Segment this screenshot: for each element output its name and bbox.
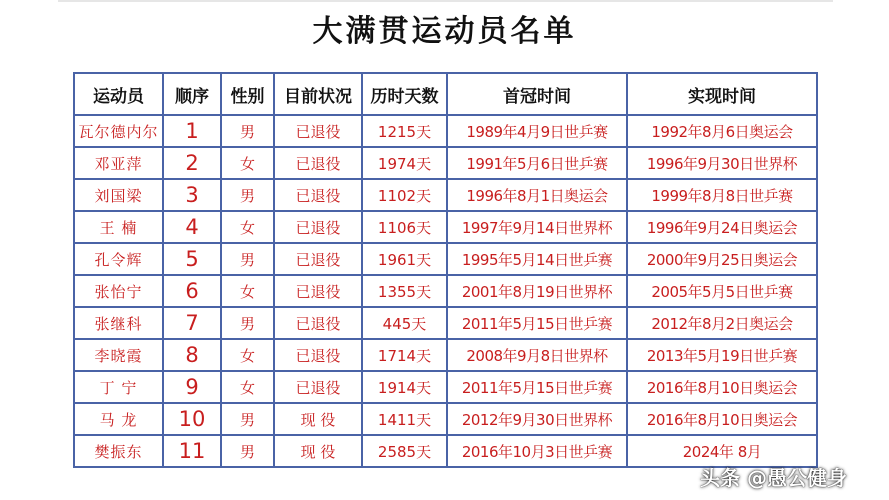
first-title-cell: 2012年9月30日世界杯 — [447, 403, 627, 435]
header-achieved: 实现时间 — [627, 73, 817, 115]
gender-cell: 女 — [221, 371, 274, 403]
order-cell: 7 — [163, 307, 221, 339]
order-cell: 11 — [163, 435, 221, 467]
status-cell: 已退役 — [274, 243, 362, 275]
table-row — [74, 371, 817, 403]
athlete-name-cell: 丁 宁 — [74, 371, 163, 403]
order-cell: 5 — [163, 243, 221, 275]
order-cell: 2 — [163, 147, 221, 179]
first-title-cell: 2001年8月19日世界杯 — [447, 275, 627, 307]
gender-cell: 男 — [221, 179, 274, 211]
table-row — [74, 211, 817, 243]
days-cell: 1106天 — [362, 211, 447, 243]
watermark: 头条 @愚公健身 — [700, 466, 847, 490]
first-title-cell: 1989年4月9日世乒赛 — [447, 115, 627, 147]
days-cell: 1215天 — [362, 115, 447, 147]
header-order: 顺序 — [163, 73, 221, 115]
order-cell: 4 — [163, 211, 221, 243]
first-title-cell: 2016年10月3日世乒赛 — [447, 435, 627, 467]
athlete-name-cell: 邓亚萍 — [74, 147, 163, 179]
gender-cell: 男 — [221, 243, 274, 275]
gender-cell: 男 — [221, 307, 274, 339]
status-cell: 现 役 — [274, 435, 362, 467]
achieved-cell: 2000年9月25日奥运会 — [627, 243, 817, 275]
status-cell: 已退役 — [274, 371, 362, 403]
header-days: 历时天数 — [362, 73, 447, 115]
first-title-cell: 2008年9月8日世界杯 — [447, 339, 627, 371]
order-cell: 6 — [163, 275, 221, 307]
athlete-name-cell: 孔令辉 — [74, 243, 163, 275]
status-cell: 已退役 — [274, 179, 362, 211]
achieved-cell: 1996年9月24日奥运会 — [627, 211, 817, 243]
achieved-cell: 2024年 8月 — [627, 435, 817, 467]
athlete-name-cell: 刘国梁 — [74, 179, 163, 211]
order-cell: 8 — [163, 339, 221, 371]
table-row — [74, 403, 817, 435]
gender-cell: 女 — [221, 147, 274, 179]
page-title: 大满贯运动员名单 — [312, 14, 577, 49]
status-cell: 已退役 — [274, 339, 362, 371]
header-gender: 性别 — [221, 73, 274, 115]
status-cell: 现 役 — [274, 403, 362, 435]
days-cell: 1974天 — [362, 147, 447, 179]
gender-cell: 男 — [221, 435, 274, 467]
order-cell: 9 — [163, 371, 221, 403]
status-cell: 已退役 — [274, 211, 362, 243]
athlete-name-cell: 王 楠 — [74, 211, 163, 243]
days-cell: 1411天 — [362, 403, 447, 435]
achieved-cell: 2016年8月10日奥运会 — [627, 371, 817, 403]
order-cell: 1 — [163, 115, 221, 147]
first-title-cell: 2011年5月15日世乒赛 — [447, 307, 627, 339]
gender-cell: 男 — [221, 115, 274, 147]
athlete-name-cell: 张怡宁 — [74, 275, 163, 307]
header-athlete: 运动员 — [74, 73, 163, 115]
header-status: 目前状况 — [274, 73, 362, 115]
status-cell: 已退役 — [274, 115, 362, 147]
table-row — [74, 115, 817, 147]
first-title-cell: 1996年8月1日奥运会 — [447, 179, 627, 211]
days-cell: 1914天 — [362, 371, 447, 403]
gender-cell: 女 — [221, 275, 274, 307]
athlete-name-cell: 瓦尔德内尔 — [74, 115, 163, 147]
first-title-cell: 2011年5月15日世乒赛 — [447, 371, 627, 403]
athlete-name-cell: 马 龙 — [74, 403, 163, 435]
athlete-name-cell: 张继科 — [74, 307, 163, 339]
achieved-cell: 2016年8月10日奥运会 — [627, 403, 817, 435]
days-cell: 1714天 — [362, 339, 447, 371]
achieved-cell: 2012年8月2日奥运会 — [627, 307, 817, 339]
days-cell: 1355天 — [362, 275, 447, 307]
athlete-name-cell: 李晓霞 — [74, 339, 163, 371]
first-title-cell: 1991年5月6日世乒赛 — [447, 147, 627, 179]
achieved-cell: 2005年5月5日世乒赛 — [627, 275, 817, 307]
days-cell: 445天 — [362, 307, 447, 339]
gender-cell: 女 — [221, 339, 274, 371]
table-header-row — [74, 73, 817, 115]
table-row — [74, 147, 817, 179]
days-cell: 1961天 — [362, 243, 447, 275]
order-cell: 10 — [163, 403, 221, 435]
grand-slam-table — [73, 72, 818, 468]
athlete-name-cell: 樊振东 — [74, 435, 163, 467]
achieved-cell: 2013年5月19日世乒赛 — [627, 339, 817, 371]
header-first-title: 首冠时间 — [447, 73, 627, 115]
table-row — [74, 243, 817, 275]
first-title-cell: 1997年9月14日世界杯 — [447, 211, 627, 243]
table-row — [74, 339, 817, 371]
gender-cell: 女 — [221, 211, 274, 243]
status-cell: 已退役 — [274, 307, 362, 339]
first-title-cell: 1995年5月14日世乒赛 — [447, 243, 627, 275]
days-cell: 1102天 — [362, 179, 447, 211]
top-divider — [58, 0, 833, 2]
order-cell: 3 — [163, 179, 221, 211]
achieved-cell: 1996年9月30日世界杯 — [627, 147, 817, 179]
achieved-cell: 1992年8月6日奥运会 — [627, 115, 817, 147]
achieved-cell: 1999年8月8日世乒赛 — [627, 179, 817, 211]
days-cell: 2585天 — [362, 435, 447, 467]
table-row — [74, 307, 817, 339]
gender-cell: 男 — [221, 403, 274, 435]
table-row — [74, 275, 817, 307]
table-row — [74, 179, 817, 211]
status-cell: 已退役 — [274, 275, 362, 307]
status-cell: 已退役 — [274, 147, 362, 179]
